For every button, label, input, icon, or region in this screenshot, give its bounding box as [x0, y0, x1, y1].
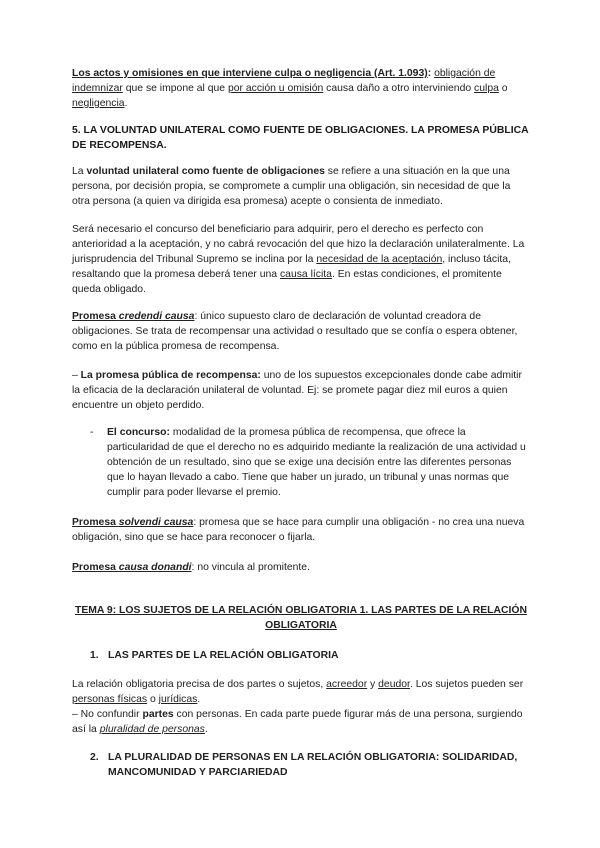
text: .	[124, 98, 128, 109]
term-causa-licita: causa lícita	[279, 269, 332, 280]
text: Será necesario el concurso del beneficiario para adquirir, pero el derecho es perfecto con anterioridad a la aceptación, y no cabrá revocación del que hizo la declaración unilateralmente. La jurisprudencia del Tribunal Supremo se inclina por la	[72, 224, 525, 265]
term-causa-donandi: causa donandi	[118, 562, 192, 573]
term-deudor: deudor	[378, 679, 410, 690]
term-acreedor: acreedor	[326, 679, 368, 690]
tema-9-title-text: TEMA 9: LOS SUJETOS DE LA RELACIÓN OBLIGATORIA 1. LAS PARTES DE LA RELACIÓN OBLIGATORIA	[74, 605, 528, 631]
text: : no vincula al promitente.	[191, 562, 310, 573]
paragraph-solvendi-causa	[72, 515, 530, 545]
text: o	[498, 83, 508, 94]
term-el-concurso: El concurso:	[107, 427, 170, 438]
term-solvendi-causa: solvendi causa	[118, 517, 194, 528]
paragraph-actos-omisiones	[72, 66, 530, 111]
paragraph-promesa-publica	[72, 368, 530, 413]
section-5-title: 5. LA VOLUNTAD UNILATERAL COMO FUENTE DE OBLIGACIONES. LA PROMESA PÚBLICA DE RECOMPENSA.	[72, 125, 529, 151]
term-voluntad-unilateral: voluntad unilateral como fuente de obligaciones	[86, 166, 325, 177]
heading-1-number: 1.	[90, 650, 99, 661]
text: , incluso tácita, resaltando que la promesa deberá tener una	[72, 254, 511, 280]
actos-omisiones-heading: Los actos y omisiones en que interviene culpa o negligencia (Art. 1.093)	[72, 68, 428, 79]
paragraph-partes	[72, 677, 530, 737]
text: : único supuesto claro de declaración de voluntad creadora de obligaciones. Se trata de recompensar una actividad o resultado que se confía o espera obtener, como en la pública promesa de recompensa.	[72, 311, 518, 352]
text: o	[147, 694, 159, 705]
term-pluralidad-personas: pluralidad de personas	[99, 724, 205, 735]
bullet-dash: -	[90, 427, 94, 438]
term-accion-omision: por acción u omisión	[227, 83, 324, 94]
heading-2-number: 2.	[90, 752, 99, 763]
term-negligencia: negligencia	[72, 98, 125, 109]
text: causa daño a otro interviniendo	[323, 83, 475, 94]
text: – No confundir	[72, 709, 143, 720]
paragraph-credendi-causa	[72, 309, 530, 354]
dash: –	[72, 370, 81, 381]
text: La	[72, 166, 87, 177]
document-page	[72, 66, 530, 794]
paragraph-causa-donandi	[72, 560, 530, 575]
term-promesa-publica: La promesa pública de recompensa:	[80, 370, 261, 381]
term-promesa: Promesa	[72, 311, 119, 322]
text: La relación obligatoria precisa de dos partes o sujetos,	[72, 679, 327, 690]
heading-2	[72, 750, 530, 780]
heading-2-text: LA PLURALIDAD DE PERSONAS EN LA RELACIÓN OBLIGATORIA: SOLIDARIDAD, MANCOMUNIDAD Y PARCIARIEDAD	[108, 752, 518, 778]
text: con personas. En cada parte puede figurar más de una persona, surgiendo así la	[72, 709, 523, 735]
text: . Los sujetos pueden ser	[409, 679, 524, 690]
term-partes: partes	[142, 709, 174, 720]
text: se refiere a una situación en la que una persona, por decisión propia, se compromete a cumplir una obligación, sin necesidad de que la otra persona (a quien va dirigida esa promesa) acepte o consienta de inmediato.	[72, 166, 511, 207]
text: uno de los supuestos excepcionales donde cabe admitir la eficacia de la declaración unilateral de voluntad. Ej: se promete pagar diez mil euros a quien encuentre un objeto perdido.	[72, 370, 522, 411]
term-juridicas: jurídicas	[158, 694, 198, 705]
text: y	[367, 679, 379, 690]
heading-1	[72, 648, 530, 663]
text: . En estas condiciones, el promitente queda obligado.	[72, 269, 502, 295]
tema-9-title	[72, 603, 530, 633]
term-promesa: Promesa	[72, 562, 119, 573]
paragraph-concurso-beneficiario	[72, 222, 530, 297]
term-necesidad-aceptacion: necesidad de la aceptación	[316, 254, 443, 265]
paragraph-voluntad-unilateral	[72, 164, 530, 209]
term-promesa: Promesa	[72, 517, 119, 528]
text: .	[204, 724, 208, 735]
term-culpa: culpa	[474, 83, 499, 94]
term-personas-fisicas: personas físicas	[72, 694, 148, 705]
bullet-concurso	[72, 425, 530, 500]
heading-1-text: LAS PARTES DE LA RELACIÓN OBLIGATORIA	[108, 650, 339, 661]
text: : promesa que se hace para cumplir una obligación - no crea una nueva obligación, sino que se hace para reconocer o fijarla.	[72, 517, 525, 543]
term-credendi-causa: credendi causa	[118, 311, 195, 322]
colon: :	[427, 68, 432, 79]
text: .	[197, 694, 201, 705]
bullet-concurso-text	[107, 425, 530, 500]
text: que se impone al que	[122, 83, 228, 94]
text: modalidad de la promesa pública de recompensa, que ofrece la particularidad de que el derecho no es adquirido mediante la realización de una actividad u obtención de un resultado, sino que se exige una decisión entre las diferentes personas que lo hayan llevado a cabo. Tiene que haber un jurado, un tribunal y unas normas que cumplir para poder llevarse el premio.	[107, 427, 526, 498]
term-obligacion-indemnizar: obligación de indemnizar	[72, 68, 496, 94]
